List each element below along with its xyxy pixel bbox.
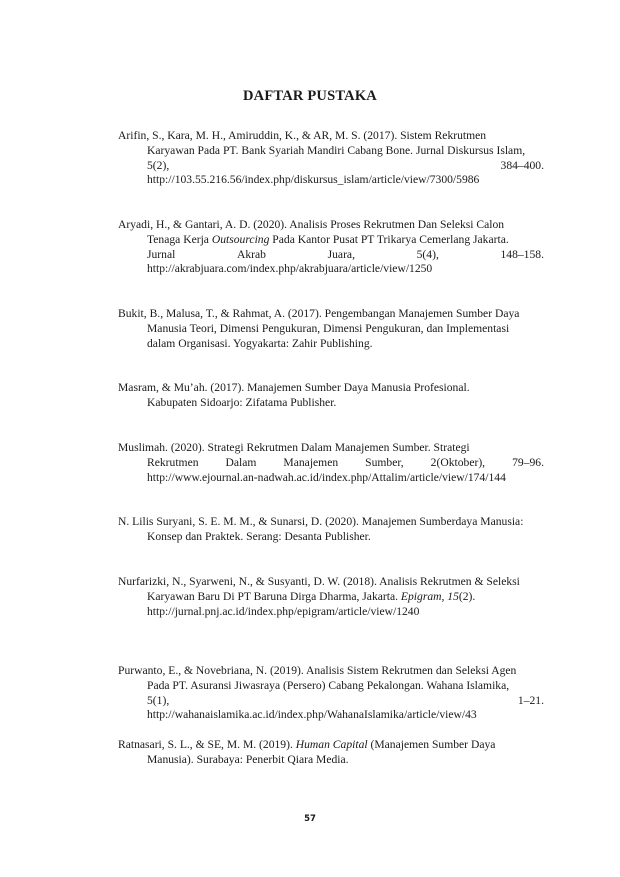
reference-line: N. Lilis Suryani, S. E. M. M., & Sunarsi, D. (2020). Manajemen Sumberdaya Manusia: xyxy=(118,515,524,528)
reference-line: Bukit, B., Malusa, T., & Rahmat, A. (2017). Pengembangan Manajemen Sumber Daya xyxy=(118,307,520,320)
reference-line: Manusia Teori, Dimensi Pengukuran, Dimensi Pengukuran, dan Implementasi xyxy=(147,321,510,335)
page-number: 57 xyxy=(304,814,316,824)
reference-line-part: 1–21. xyxy=(517,693,544,707)
reference-line xyxy=(118,248,544,263)
reference-line-part: 79–96. xyxy=(512,455,544,469)
reference-line: Kabupaten Sidoarjo: Zifatama Publisher. xyxy=(147,395,337,409)
reference-line xyxy=(118,159,544,174)
reference-line: http://jurnal.pnj.ac.id/index.php/epigram/article/view/1240 xyxy=(147,604,420,618)
reference-line: http://www.ejournal.an-nadwah.ac.id/index.php/Attalim/article/view/174/144 xyxy=(147,470,506,484)
page-title: DAFTAR PUSTAKA xyxy=(243,88,377,104)
italic-text: Human Capital xyxy=(295,738,368,751)
reference-line: http://wahanaislamika.ac.id/index.php/WahanaIslamika/article/view/43 xyxy=(147,708,477,722)
reference-line-part: 2(Oktober), xyxy=(430,455,486,469)
reference-line-part: Juara, xyxy=(327,247,355,261)
reference-line-part: Dalam xyxy=(225,455,257,469)
reference-line: Tenaga Kerja Outsourcing Pada Kantor Pusat PT Trikarya Cemerlang Jakarta. xyxy=(147,232,509,246)
italic-text: Epigram, 15 xyxy=(400,589,459,603)
reference-line-part: 5(1), xyxy=(147,693,170,707)
reference-line: Masram, & Mu’ah. (2017). Manajemen Sumber Daya Manusia Profesional. xyxy=(118,381,470,394)
reference-line-part: 5(2), xyxy=(147,158,170,172)
reference-line-part: 148–158. xyxy=(500,247,544,261)
reference-entry xyxy=(118,738,544,768)
reference-line: Manusia). Surabaya: Penerbit Qiara Media. xyxy=(147,752,349,766)
reference-line: Nurfarizki, N., Syarweni, N., & Susyanti, D. W. (2018). Analisis Rekrutmen & Seleksi xyxy=(118,575,520,588)
reference-line-part: Akrab xyxy=(236,247,266,261)
reference-line-part: 5(4), xyxy=(416,247,439,261)
reference-line xyxy=(118,456,544,471)
reference-entry xyxy=(118,441,544,485)
reference-line: Karyawan Pada PT. Bank Syariah Mandiri Cabang Bone. Jurnal Diskursus Islam, xyxy=(147,143,526,157)
reference-line: Purwanto, E., & Novebriana, N. (2019). Analisis Sistem Rekrutmen dan Seleksi Agen xyxy=(118,664,517,677)
reference-line: Konsep dan Praktek. Serang: Desanta Publisher. xyxy=(147,529,371,543)
reference-entry xyxy=(118,381,544,411)
reference-entry xyxy=(118,129,544,188)
reference-entry xyxy=(118,664,544,723)
reference-line-part: Manajemen xyxy=(283,455,339,469)
reference-line: Muslimah. (2020). Strategi Rekrutmen Dalam Manajemen Sumber. Strategi xyxy=(118,441,470,454)
reference-line: Arifin, S., Kara, M. H., Amiruddin, K., & AR, M. S. (2017). Sistem Rekrutmen xyxy=(118,129,487,142)
reference-line-part: Jurnal xyxy=(147,247,176,261)
reference-entry xyxy=(118,307,544,351)
reference-line: http://103.55.216.56/index.php/diskursus_islam/article/view/7300/5986 xyxy=(147,173,480,187)
italic-text: Outsourcing xyxy=(211,232,270,246)
reference-line: http://akrabjuara.com/index.php/akrabjuara/article/view/1250 xyxy=(147,262,433,276)
reference-line-part: Rekrutmen xyxy=(147,455,199,469)
reference-line-part: 384–400. xyxy=(500,158,544,172)
reference-entry xyxy=(118,218,544,277)
reference-line xyxy=(118,694,544,709)
reference-line-part: Sumber, xyxy=(365,455,404,469)
reference-entry xyxy=(118,515,544,545)
reference-line: Karyawan Baru Di PT Baruna Dirga Dharma, Jakarta. Epigram, 15(2). xyxy=(147,589,476,603)
reference-line: Aryadi, H., & Gantari, A. D. (2020). Analisis Proses Rekrutmen Dan Seleksi Calon xyxy=(118,218,505,231)
reference-entry xyxy=(118,575,544,619)
reference-line: Ratnasari, S. L., & SE, M. M. (2019). Human Capital (Manajemen Sumber Daya xyxy=(118,738,496,751)
reference-line: dalam Organisasi. Yogyakarta: Zahir Publishing. xyxy=(147,336,373,350)
reference-line: Pada PT. Asuransi Jiwasraya (Persero) Cabang Pekalongan. Wahana Islamika, xyxy=(147,678,510,692)
